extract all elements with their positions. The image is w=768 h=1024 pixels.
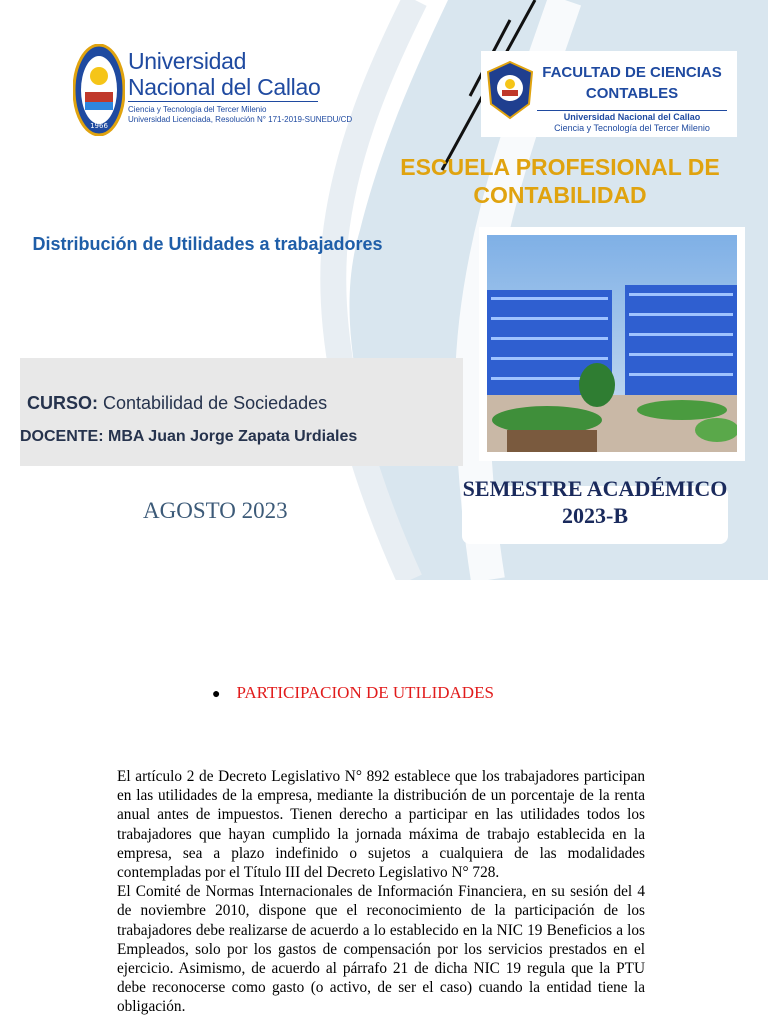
section-heading-text: PARTICIPACION DE UTILIDADES xyxy=(236,683,494,702)
faculty-tagline: Ciencia y Tecnología del Tercer Milenio xyxy=(554,123,710,133)
university-tagline: Ciencia y Tecnología del Tercer Milenio xyxy=(128,105,267,114)
university-name-line2: Nacional del Callao xyxy=(128,74,321,100)
campus-photo xyxy=(487,235,737,452)
course-line xyxy=(27,393,327,414)
teacher-label: DOCENTE: xyxy=(20,428,104,445)
university-seal-icon xyxy=(73,44,125,136)
university-rule xyxy=(128,101,318,102)
teacher-value: MBA Juan Jorge Zapata Urdiales xyxy=(103,428,358,445)
faculty-university: Universidad Nacional del Callao xyxy=(563,112,701,122)
paragraph-2: El Comité de Normas Internacionales de Información Financiera, en su sesión del 4 de noviembre 2010, dispone que el reconocimiento de la participación de los trabajadores debe realizarse de acuerdo a lo establecido en la NIC 19 Beneficios a los Empleados, solo por los gastos de compensación por los servicios prestados en el ejercicio. Asimismo, de acuerdo al párrafo 21 de dicha NIC 19 regula que la PTU debe reconocerse como gasto (o activo, de ser el caso) cuando la entidad tiene la obligación. xyxy=(117,883,645,1016)
course-value: Contabilidad de Sociedades xyxy=(98,393,328,413)
section-heading xyxy=(212,683,494,703)
university-license: Universidad Licenciada, Resolución N° 171-2019-SUNEDU/CD xyxy=(128,115,353,124)
topic-title: Distribución de Utilidades a trabajadores xyxy=(32,234,383,254)
semester-label: SEMESTRE ACADÉMICO 2023-B xyxy=(462,476,728,528)
faculty-rule xyxy=(537,110,727,111)
paragraph-1: El artículo 2 de Decreto Legislativo N° 892 establece que los trabajadores participan en las utilidades de la empresa, mediante la distribución de un porcentaje de la renta anual antes de impuestos. Tienen derecho a participar en las utilidades todos los trabajadores que hayan cumplido la jornada máxima de trabajo establecida en la empresa, sea a plazo indefinido o sujetos a cualquiera de las modalidades contempladas por el Título III del Decreto Legislativo N° 728. xyxy=(117,768,645,882)
body-text xyxy=(117,767,645,1017)
faculty-seal-icon xyxy=(485,60,535,120)
school-title: ESCUELA PROFESIONAL DE CONTABILIDAD xyxy=(400,154,720,208)
course-label: CURSO: xyxy=(27,393,98,413)
teacher-line xyxy=(20,428,357,446)
date-label: AGOSTO 2023 xyxy=(143,498,288,523)
bullet-icon: ● xyxy=(212,687,221,702)
svg-text:1966: 1966 xyxy=(90,122,108,130)
faculty-title: FACULTAD DE CIENCIAS CONTABLES xyxy=(542,64,722,102)
university-name-line1: Universidad xyxy=(128,48,247,74)
